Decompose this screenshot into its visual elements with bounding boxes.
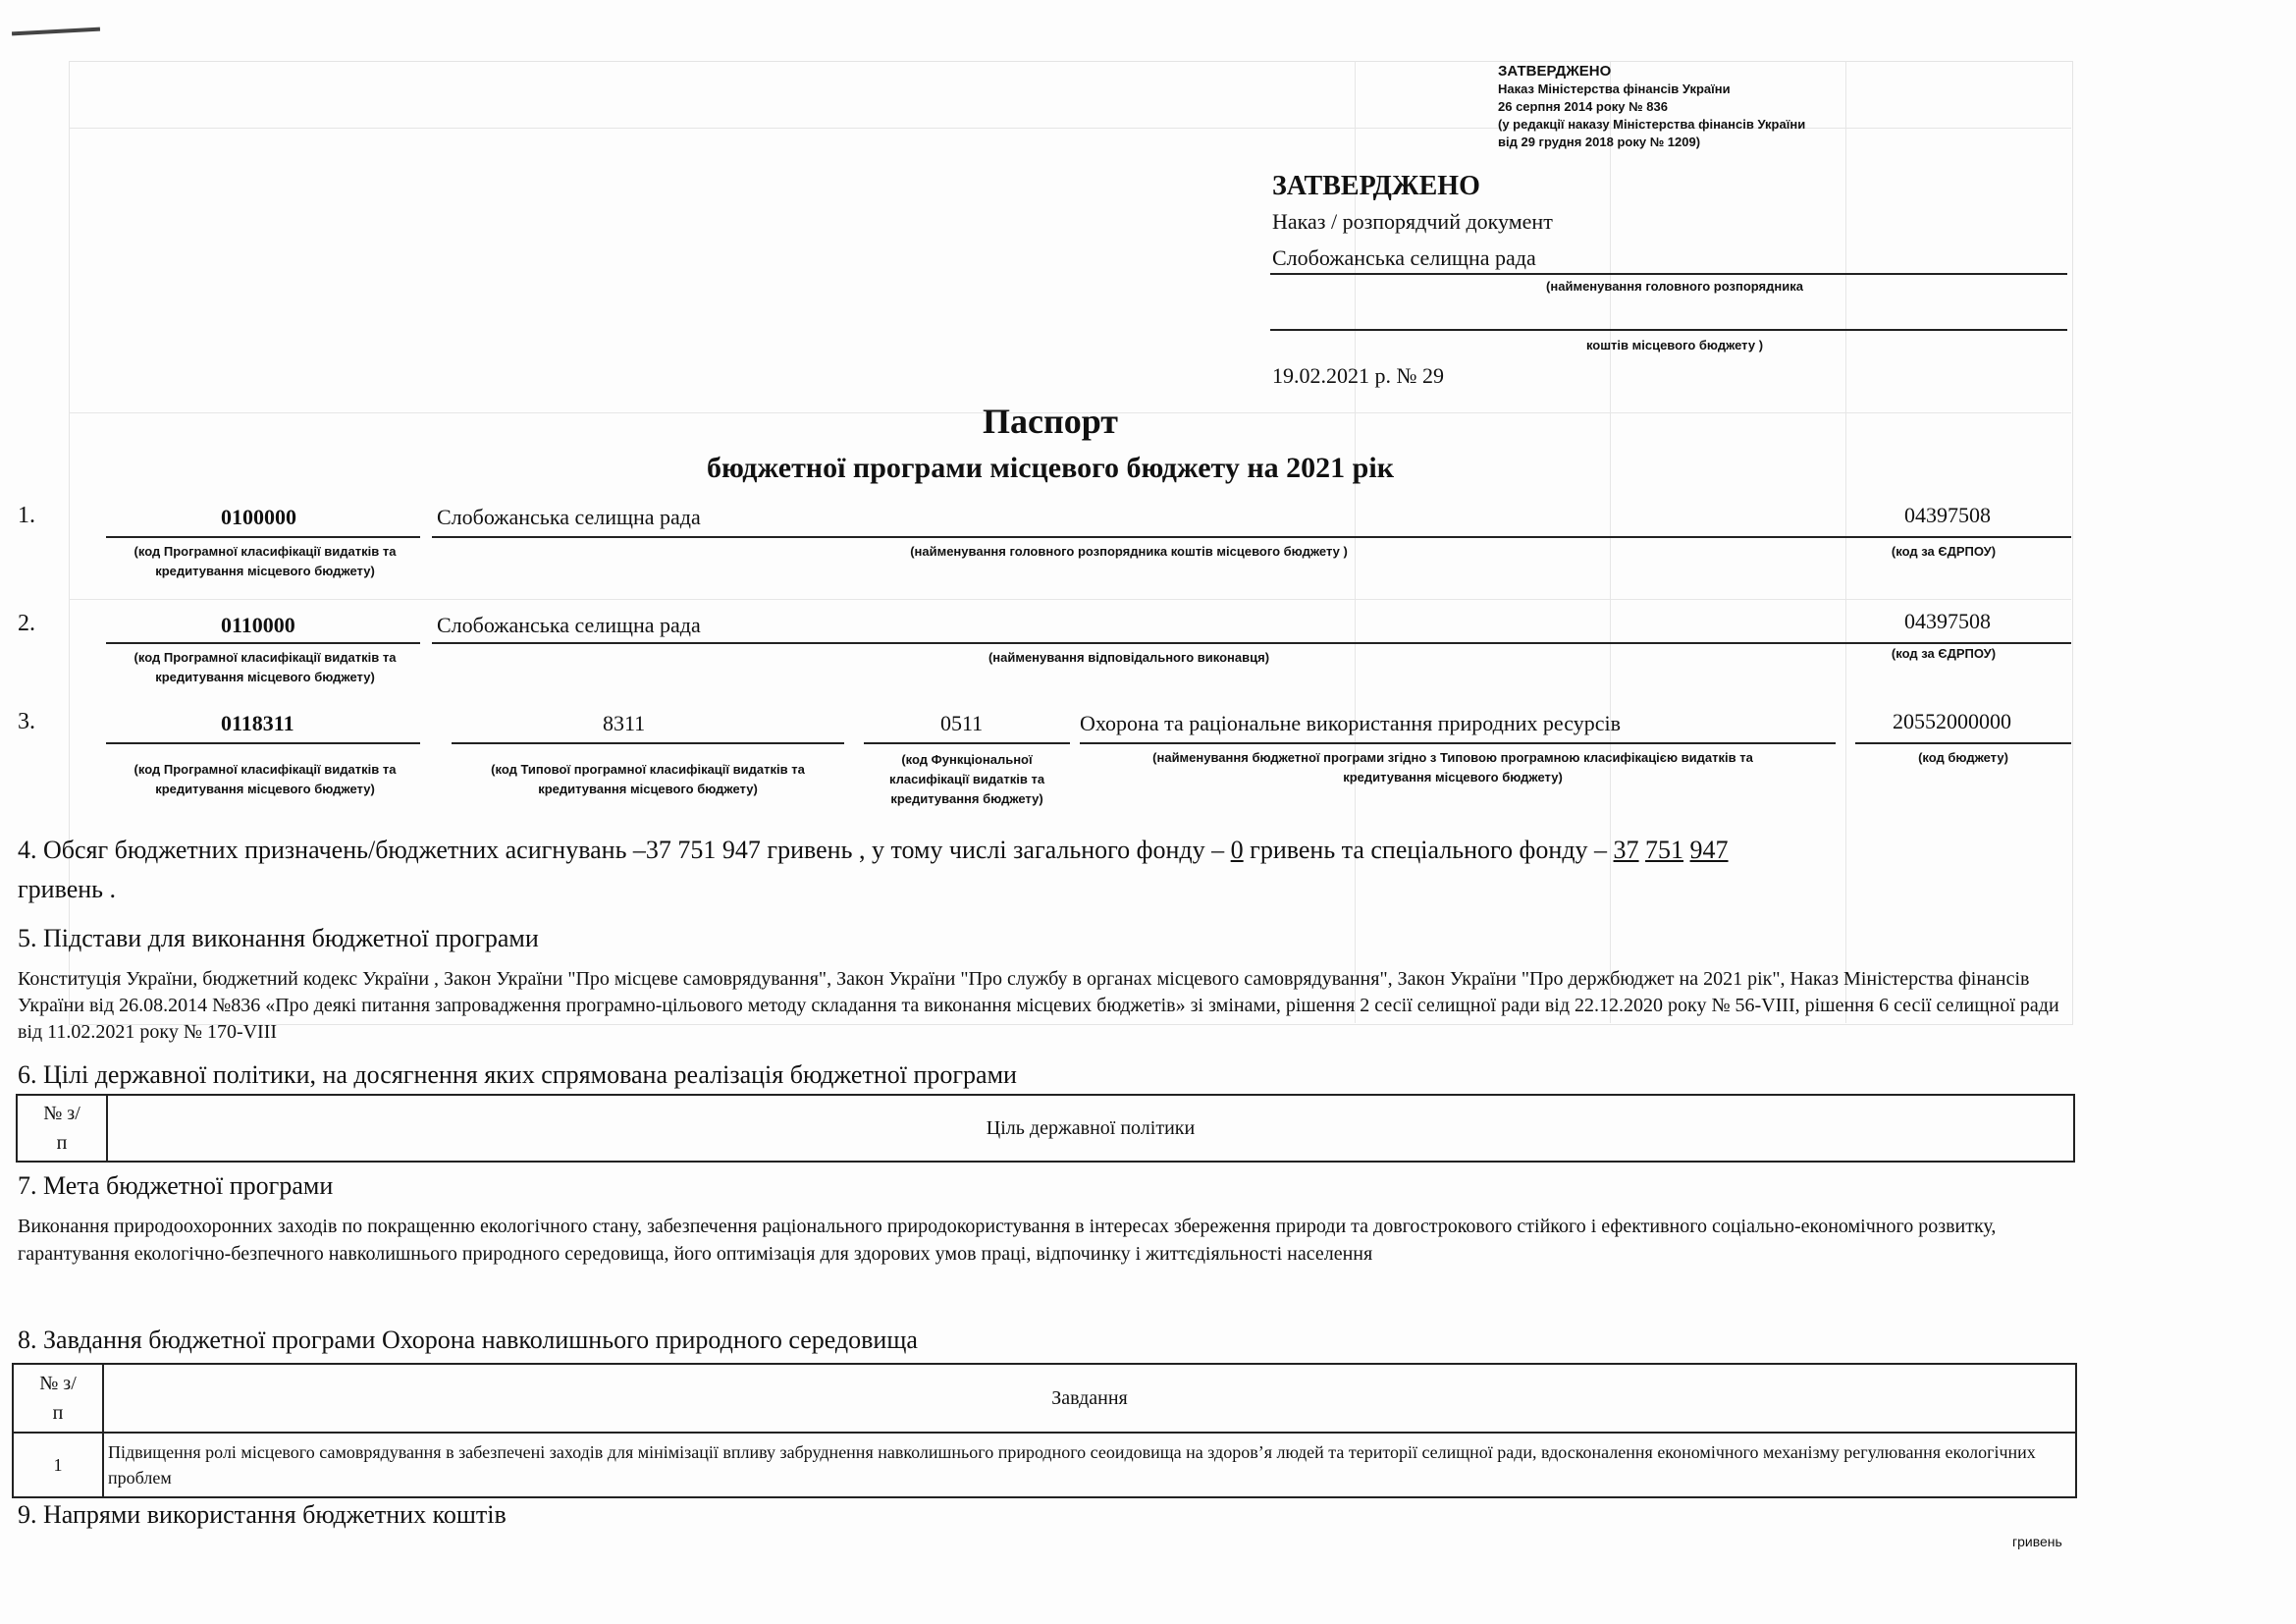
show-through-line: [69, 599, 2071, 600]
col-number-header: [13, 1364, 103, 1433]
task-text: Підвищення ролі місцевого самоврядування в забезпечені заходів для мінімізації впливу забруднення навколишнього природного сеоидовища на здоров’я людей та території селищної ради, вдосконалення економічного механізму регулювання екологічних проблем: [103, 1433, 2076, 1497]
approval-date-number: 19.02.2021 р. № 29: [1272, 363, 1444, 388]
row2-underline: [106, 642, 420, 644]
row3-budget-caption: (код бюджету): [1918, 750, 2008, 765]
document-title: Паспорт: [983, 402, 1118, 441]
task-number: 1: [13, 1433, 103, 1497]
stamp-line: 26 серпня 2014 року № 836: [1498, 99, 1668, 114]
table-row: [13, 1433, 2076, 1497]
section5-heading: 5. Підстави для виконання бюджетної програми: [18, 924, 539, 952]
row1-code: 0100000: [221, 505, 296, 529]
col-number-label: № з/п: [39, 1373, 77, 1424]
section4-text-a: 4. Обсяг бюджетних призначень/бюджетних асигнувань –37 751 947 гривень , у тому числі загального фонду –: [18, 836, 1231, 864]
row3-functional-caption: (код Функціональної класифікації видатків та кредитування бюджету): [888, 752, 1045, 806]
row3-code: 0118311: [221, 711, 294, 735]
col-task-header: Завдання: [103, 1364, 2076, 1433]
row3-underline: [864, 742, 1070, 744]
row2-name-caption: (найменування відповідального виконавця): [988, 650, 1270, 665]
row1-name-caption: (найменування головного розпорядника коштів місцевого бюджету ): [910, 544, 1348, 559]
col-number-label: № з/п: [43, 1103, 80, 1154]
row3-functional-code: 0511: [940, 711, 984, 735]
section6-table: [16, 1094, 2075, 1163]
approval-org-caption: (найменування головного розпорядника: [1546, 279, 1803, 294]
row2-number: 2.: [18, 611, 35, 636]
approval-doc-type: Наказ / розпорядчий документ: [1272, 209, 1553, 234]
row3-typical-code: 8311: [603, 711, 646, 735]
row2-edrpou-caption: (код за ЄДРПОУ): [1891, 646, 1997, 661]
approval-funds-underline: [1270, 329, 2067, 331]
section7-heading: 7. Мета бюджетної програми: [18, 1171, 334, 1200]
row3-underline: [452, 742, 844, 744]
stamp-line: Наказ Міністерства фінансів України: [1498, 81, 1731, 96]
row1-name: Слобожанська селищна рада: [437, 505, 701, 529]
general-fund-amount: 0: [1230, 836, 1244, 864]
currency-unit: гривень: [2012, 1534, 2062, 1549]
document-subtitle: бюджетної програми місцевого бюджету на 2021 рік: [707, 452, 1394, 484]
approval-org-underline: [1270, 273, 2067, 275]
row3-budget-code: 20552000000: [1893, 709, 2011, 733]
stamp-line: (у редакції наказу Міністерства фінансів України: [1498, 117, 1806, 132]
col-goal-header: Ціль державної політики: [107, 1095, 2074, 1162]
section8-heading: 8. Завдання бюджетної програми Охорона навколишнього природного середовища: [18, 1326, 918, 1354]
row1-code-caption: (код Програмної класифікації видатків та кредитування місцевого бюджету): [133, 544, 397, 578]
section5-text: Конституція України, бюджетний кодекс України , Закон України "Про місцеве самоврядування", Закон України "Про службу в органах місцевого самоврядування", Закон України "Про держбюджет на 2021 рік", Наказ Міністерства фінансів України від 26.08.2014 №836 «Про деякі питання запровадження програмно-цільового методу складання та виконання місцевих бюджетів» зі змінами, рішення 2 сесії селищної ради від 22.12.2020 року № 56-VIII, рішення 6 сесії селищної ради від 11.02.2021 року № 170-VIII: [18, 968, 2059, 1043]
special-fund-amount: 947: [1689, 836, 1729, 864]
approval-funds-caption: коштів місцевого бюджету ): [1585, 338, 1764, 352]
special-fund-amount: 751: [1645, 836, 1684, 864]
section7-text: Виконання природоохоронних заходів по покращенню екологічного стану, забезпечення раціонального природокористування в інтересах збереження природи та довгострокового стійкого і ефективного соціально-економічного розвитку, гарантування екологічно-безпечного навколишнього природного середовища, його оптимізація для здорових умов праці, відпочинку і життєдіяльності населення: [18, 1216, 1997, 1265]
row3-underline: [106, 742, 420, 744]
section4-text: [18, 831, 2079, 909]
row3-number: 3.: [18, 709, 35, 734]
row2-code: 0110000: [221, 613, 295, 637]
section6-heading: 6. Цілі державної політики, на досягнення яких спрямована реалізація бюджетної програми: [18, 1060, 1017, 1089]
row2-code-caption: (код Програмної класифікації видатків та кредитування місцевого бюджету): [133, 650, 397, 684]
section8-table: [12, 1363, 2077, 1498]
approval-org: Слобожанська селищна рада: [1272, 245, 1536, 270]
row1-edrpou: 04397508: [1904, 503, 1991, 527]
approval-stamp: [1498, 63, 1891, 151]
stamp-title: ЗАТВЕРДЖЕНО: [1498, 63, 1612, 80]
approval-title: ЗАТВЕРДЖЕНО: [1272, 171, 1480, 201]
row3-typical-caption: (код Типової програмної класифікації видатків та кредитування місцевого бюджету): [491, 762, 805, 796]
row3-underline: [1080, 742, 1836, 744]
row3-program-caption: (найменування бюджетної програми згідно з Типовою програмною класифікацією видатків та кредитування місцевого бюджету): [1152, 750, 1753, 785]
row2-name: Слобожанська селищна рада: [437, 613, 701, 637]
col-number-header: [17, 1095, 107, 1162]
row1-underline: [106, 536, 420, 538]
row3-program-name: Охорона та раціональне використання природних ресурсів: [1080, 711, 1621, 735]
special-fund-amount: 37: [1613, 836, 1639, 864]
scan-mark: [12, 27, 100, 36]
row2-edrpou: 04397508: [1904, 609, 1991, 633]
section4-text-b: гривень та спеціального фонду –: [1243, 836, 1614, 864]
row1-underline: [432, 536, 2071, 538]
row1-number: 1.: [18, 503, 35, 528]
section9-heading: 9. Напрями використання бюджетних коштів: [18, 1500, 507, 1529]
row3-code-caption: (код Програмної класифікації видатків та кредитування місцевого бюджету): [133, 762, 397, 796]
row3-underline: [1855, 742, 2071, 744]
row2-underline: [432, 642, 2071, 644]
row1-edrpou-caption: (код за ЄДРПОУ): [1891, 544, 1997, 559]
stamp-line: від 29 грудня 2018 року № 1209): [1498, 135, 1701, 149]
section4-text-c: гривень .: [18, 875, 117, 903]
